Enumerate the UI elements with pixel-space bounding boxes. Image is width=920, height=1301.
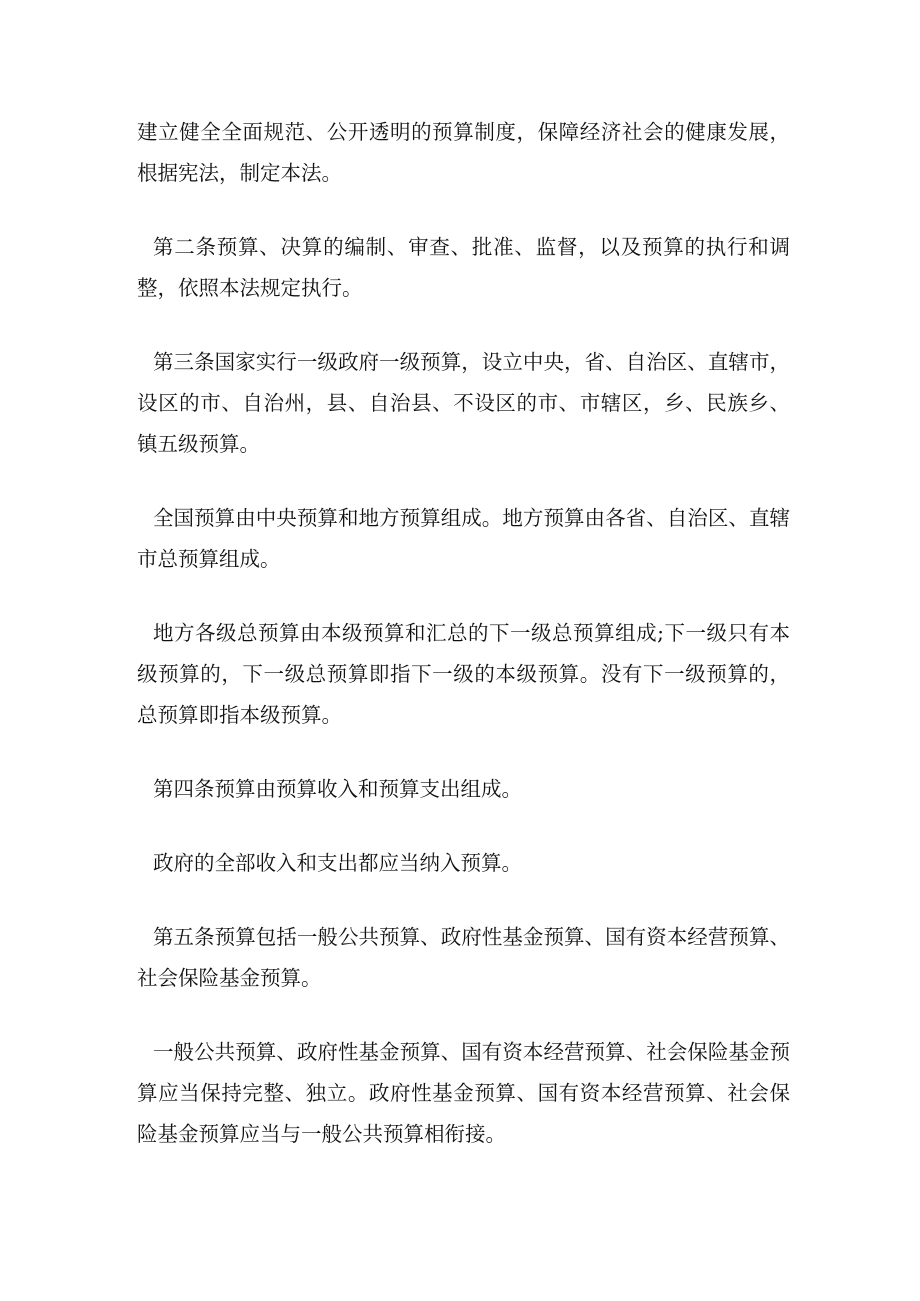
paragraph-4: 全国预算由中央预算和地方预算组成。地方预算由各省、自治区、直辖市总预算组成。 (137, 506, 790, 571)
paragraph-5: 地方各级总预算由本级预算和汇总的下一级总预算组成;下一级只有本级预算的，下一级总预算即指下一级的本级预算。没有下一级预算的，总预算即指本级预算。 (137, 621, 790, 727)
paragraph-9: 一般公共预算、政府性基金预算、国有资本经营预算、社会保险基金预算应当保持完整、独立。政府性基金预算、国有资本经营预算、社会保险基金预算应当与一般公共预算相衔接。 (137, 1040, 790, 1146)
paragraph-2: 第二条预算、决算的编制、审查、批准、监督，以及预算的执行和调整，依照本法规定执行。 (137, 235, 790, 300)
paragraph-6: 第四条预算由预算收入和预算支出组成。 (153, 777, 522, 801)
paragraph-7: 政府的全部收入和支出都应当纳入预算。 (153, 851, 522, 875)
paragraph-8: 第五条预算包括一般公共预算、政府性基金预算、国有资本经营预算、社会保险基金预算。 (137, 925, 790, 990)
paragraph-1: 建立健全全面规范、公开透明的预算制度，保障经济社会的健康发展，根据宪法，制定本法。 (137, 120, 790, 185)
paragraph-3: 第三条国家实行一级政府一级预算，设立中央，省、自治区、直辖市，设区的市、自治州，县、自治县、不设区的市、市辖区，乡、民族乡、镇五级预算。 (137, 350, 790, 456)
